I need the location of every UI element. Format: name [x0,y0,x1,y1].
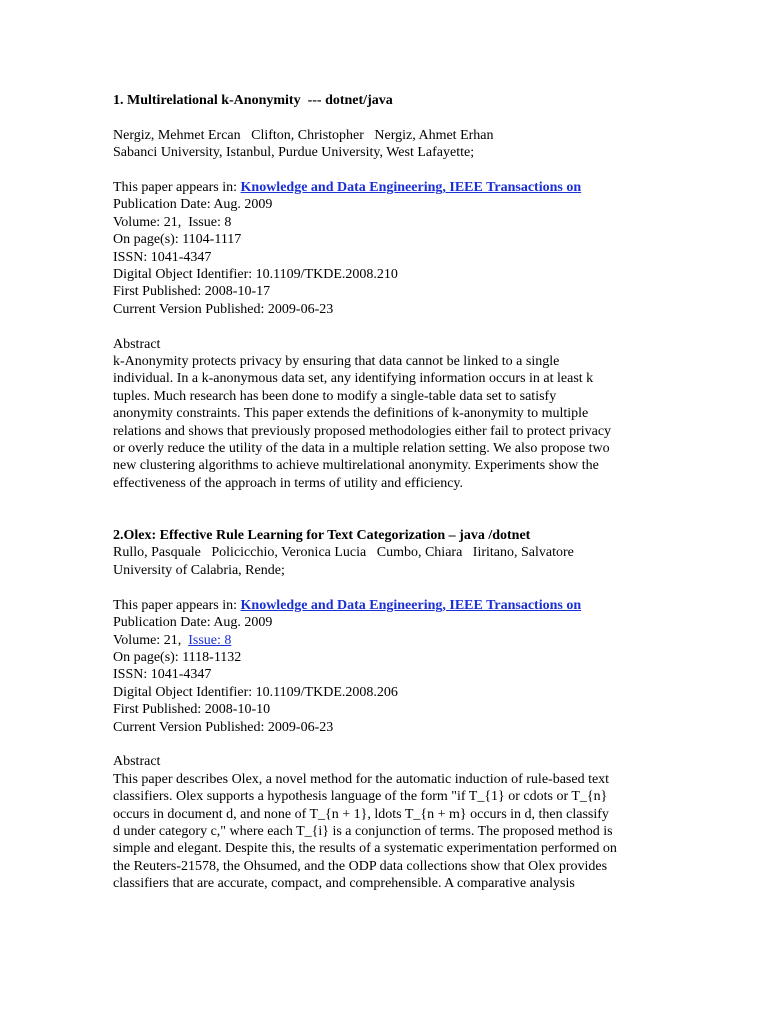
journal-link[interactable]: Knowledge and Data Engineering, IEEE Transactions on [240,180,582,195]
abstract-line: anonymity constraints. This paper extends the definitions of k-anonymity to multiple [113,406,589,422]
abstract-line: d under category c," where each T_{i} is a conjunction of terms. The proposed method is [113,823,613,839]
abstract-line: occurs in document d, and none of T_{n + 1}, ldots T_{n + m} occurs in d, then classify [113,806,609,822]
abstract-line: classifiers. Olex supports a hypothesis language of the form "if T_{1} or cdots or T_{n} [113,789,608,805]
doi: Digital Object Identifier: 10.1109/TKDE.2008.210 [113,267,398,283]
volume-issue: Volume: 21, Issue: 8 [113,214,232,230]
paper-authors: Nergiz, Mehmet Ercan Clifton, Christopher Nergiz, Ahmet Erhan [113,127,494,143]
publication-date: Publication Date: Aug. 2009 [113,615,273,631]
page-range: On page(s): 1118-1132 [113,649,242,665]
abstract-line: or overly reduce the utility of the data in a multiple relation setting. We also propose two [113,441,610,457]
abstract-text [113,771,653,893]
abstract-line: new clustering algorithms to achieve multirelational anonymity. Experiments show the [113,458,599,474]
publication-date: Publication Date: Aug. 2009 [113,197,273,213]
issn: ISSN: 1041-4347 [113,667,212,683]
abstract-line: tuples. Much research has been done to modify a single-table data set to satisfy [113,388,557,404]
abstract-line: k-Anonymity protects privacy by ensuring that data cannot be linked to a single [113,354,560,370]
abstract-heading: Abstract [113,754,161,770]
page-range: On page(s): 1104-1117 [113,232,242,248]
abstract-line: effectiveness of the approach in terms of utility and efficiency. [113,475,463,491]
paper-title: 2.Olex: Effective Rule Learning for Text Categorization – java /dotnet [113,528,531,544]
abstract-line: simple and elegant. Despite this, the results of a systematic experimentation performed on [113,841,617,857]
paper-appears-in [113,179,653,196]
current-version: Current Version Published: 2009-06-23 [113,301,334,317]
paper-affiliation: University of Calabria, Rende; [113,562,285,578]
abstract-line: individual. In a k-anonymous data set, any identifying information occurs in at least k [113,371,594,387]
first-published: First Published: 2008-10-17 [113,284,271,300]
appears-in-label: This paper appears in: [113,597,241,613]
abstract-heading: Abstract [113,336,161,352]
journal-link[interactable]: Knowledge and Data Engineering, IEEE Transactions on [240,597,582,613]
paper-authors: Rullo, Pasquale Policicchio, Veronica Lucia Cumbo, Chiara Iiritano, Salvatore [113,545,574,561]
abstract-text [113,353,653,492]
abstract-line: relations and shows that previously proposed methodologies either fail to protect privacy [113,423,612,439]
document-content [113,92,653,893]
paper-entry-1 [113,92,653,492]
abstract-line: classifiers that are accurate, compact, and comprehensible. A comparative analysis [113,876,575,892]
volume-label: Volume: 21, [113,632,189,648]
issue-link[interactable]: Issue: 8 [188,632,232,648]
paper-appears-in [113,597,653,614]
issn: ISSN: 1041-4347 [113,249,212,265]
volume-issue [113,632,653,649]
doi: Digital Object Identifier: 10.1109/TKDE.2008.206 [113,684,398,700]
paper-entry-2 [113,527,653,893]
abstract-line: This paper describes Olex, a novel method for the automatic induction of rule-based text [113,771,610,787]
paper-title: 1. Multirelational k-Anonymity --- dotnet/java [113,93,393,108]
appears-in-label: This paper appears in: [113,180,241,195]
first-published: First Published: 2008-10-10 [113,702,271,718]
abstract-line: the Reuters-21578, the Ohsumed, and the ODP data collections show that Olex provides [113,858,608,874]
paper-affiliation: Sabanci University, Istanbul, Purdue University, West Lafayette; [113,145,475,161]
current-version: Current Version Published: 2009-06-23 [113,719,334,735]
